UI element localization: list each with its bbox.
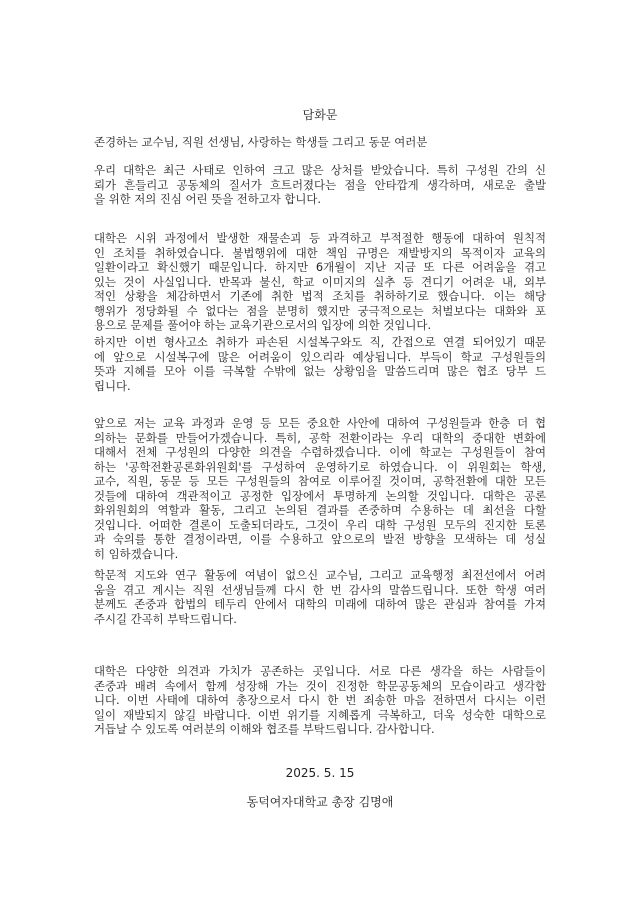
paragraph-line: 거듭날 수 있도록 여러분의 이해와 협조를 부탁드립니다. 감사합니다. — [94, 722, 435, 736]
paragraph-line: 것입니다. 어떠한 결론이 도출되더라도, 그것이 우리 대학 구성원 모두의 진지한 토론 — [94, 517, 546, 532]
paragraph — [94, 416, 546, 561]
paragraph-line: 대해서 전체 구성원의 다양한 의견을 수렴하겠습니다. 이에 학교는 구성원들이 참여 — [94, 445, 546, 459]
paragraph-line: 움을 겪고 계시는 직원 선생님들께 다시 한 번 감사의 말씀드립니다. 또한 학생 여러 — [94, 582, 546, 597]
paragraph-line: 립니다. — [94, 378, 131, 393]
paragraph-line: 용으로 문제를 풀어야 하는 교육기관으로서의 입장에 의한 것입니다. — [94, 318, 432, 332]
paragraph — [94, 335, 546, 393]
signature: 동덕여자대학교 총장 김명애 — [246, 795, 394, 809]
greeting-text: 존경하는 교수님, 직원 선생님, 사랑하는 학생들 그리고 동문 여러분 — [94, 135, 428, 149]
paragraph-line: 뢰가 흔들리고 공동체의 질서가 흐트러졌다는 점을 안타깝게 생각하며, 새로운 출발 — [94, 177, 546, 192]
paragraph-line: 인 조치를 취하였습니다. 불법행위에 대한 책임 규명은 재발방지의 목적이자 교육의 — [94, 245, 546, 260]
paragraph-line: 적인 상황을 체감하면서 기존에 취한 법적 조치를 취하하기로 했습니다. 이는 해당 — [94, 289, 546, 303]
paragraph-line: 대학은 다양한 의견과 가치가 공존하는 곳입니다. 서로 다른 생각을 하는 사람들이 — [94, 664, 546, 678]
paragraph — [94, 231, 546, 333]
paragraph-line: 에 앞으로 시설복구에 많은 어려움이 있으리라 예상됩니다. 부득이 학교 구성원들의 — [94, 349, 546, 364]
paragraph-line: 하지만 이번 형사고소 취하가 파손된 시설복구와도 직, 간접으로 연결 되어있기 때문 — [94, 335, 546, 349]
paragraph-line: 대학은 시위 과정에서 발생한 재물손괴 등 과격하고 부적절한 행동에 대하여 원칙적 — [94, 231, 546, 245]
document-title: 담화문 — [302, 108, 338, 122]
paragraph-line: 주시길 간곡히 부탁드립니다. — [94, 611, 237, 626]
paragraph-line: 분께도 존중과 합법의 테두리 안에서 대학의 미래에 대하여 많은 관심과 참여를 가져 — [94, 597, 546, 611]
paragraph-line: 일이 재발되지 않길 바랍니다. 이번 위기를 지혜롭게 극복하고, 더욱 성숙한 대학으로 — [94, 707, 546, 722]
paragraph-line: 하는 '공학전환공론화위원회'를 구성하여 운영하기로 하였습니다. 이 위원회는 학생, — [94, 459, 546, 474]
paragraph-line: 것들에 대하여 객관적이고 공정한 입장에서 투명하게 논의할 것입니다. 대학은 공론 — [94, 488, 546, 503]
paragraph-line: 의하는 문화를 만들어가겠습니다. 특히, 공학 전환이라는 우리 대학의 중대한 변화에 — [94, 430, 546, 445]
paragraph-line: 화위원회의 역할과 활동, 그리고 논의된 결과를 존중하며 수용하는 데 최선을 다할 — [94, 503, 546, 517]
paragraph — [94, 664, 546, 737]
paragraph-line: 행위가 정당화될 수 없다는 점을 분명히 했지만 궁극적으로는 처벌보다는 대화와 포 — [94, 303, 546, 318]
paragraph — [94, 163, 546, 207]
paragraph-line: 히 임하겠습니다. — [94, 546, 179, 561]
paragraph-line: 을 위한 저의 진심 어린 뜻을 전하고자 합니다. — [94, 192, 322, 206]
paragraph-line: 과 숙의를 통한 결정이라면, 이를 수용하고 앞으로의 발전 방향을 모색하는 데 성실 — [94, 532, 546, 546]
paragraph-line: 존중과 배려 속에서 함께 성장해 가는 것이 진정한 학문공동체의 모습이라고 생각합 — [94, 678, 546, 693]
date: 2025. 5. 15 — [285, 766, 355, 780]
greeting — [94, 135, 546, 150]
paragraph-line: 니다. 이번 사태에 대하여 총장으로서 다시 한 번 죄송한 마음 전하면서 다시는 이런 — [94, 693, 546, 707]
paragraph-line: 뜻과 지혜를 모아 이를 극복할 수밖에 없는 상황임을 말씀드리며 많은 협조 당부 드 — [94, 364, 546, 378]
paragraph-line: 우리 대학은 최근 사태로 인하여 크고 많은 상처를 받았습니다. 특히 구성원 간의 신 — [94, 163, 546, 177]
paragraph-line: 학문적 지도와 연구 활동에 여념이 없으신 교수님, 그리고 교육행정 최전선에서 어려 — [94, 568, 546, 582]
paragraph-line: 일환이라고 확신했기 때문입니다. 하지만 6개월이 지난 지금 또 다른 어려움을 겪고 — [94, 260, 546, 274]
paragraph-line: 앞으로 저는 교육 과정과 운영 등 모든 중요한 사안에 대하여 구성원들과 한층 더 협 — [94, 416, 546, 430]
paragraph-line: 있는 것이 사실입니다. 반목과 불신, 학교 이미지의 실추 등 견디기 어려운 내, 외부 — [94, 274, 546, 289]
paragraph-line: 교수, 직원, 동문 등 모든 구성원들의 참여로 이루어질 것이며, 공학전환에 대한 모든 — [94, 474, 546, 488]
paragraph — [94, 568, 546, 626]
